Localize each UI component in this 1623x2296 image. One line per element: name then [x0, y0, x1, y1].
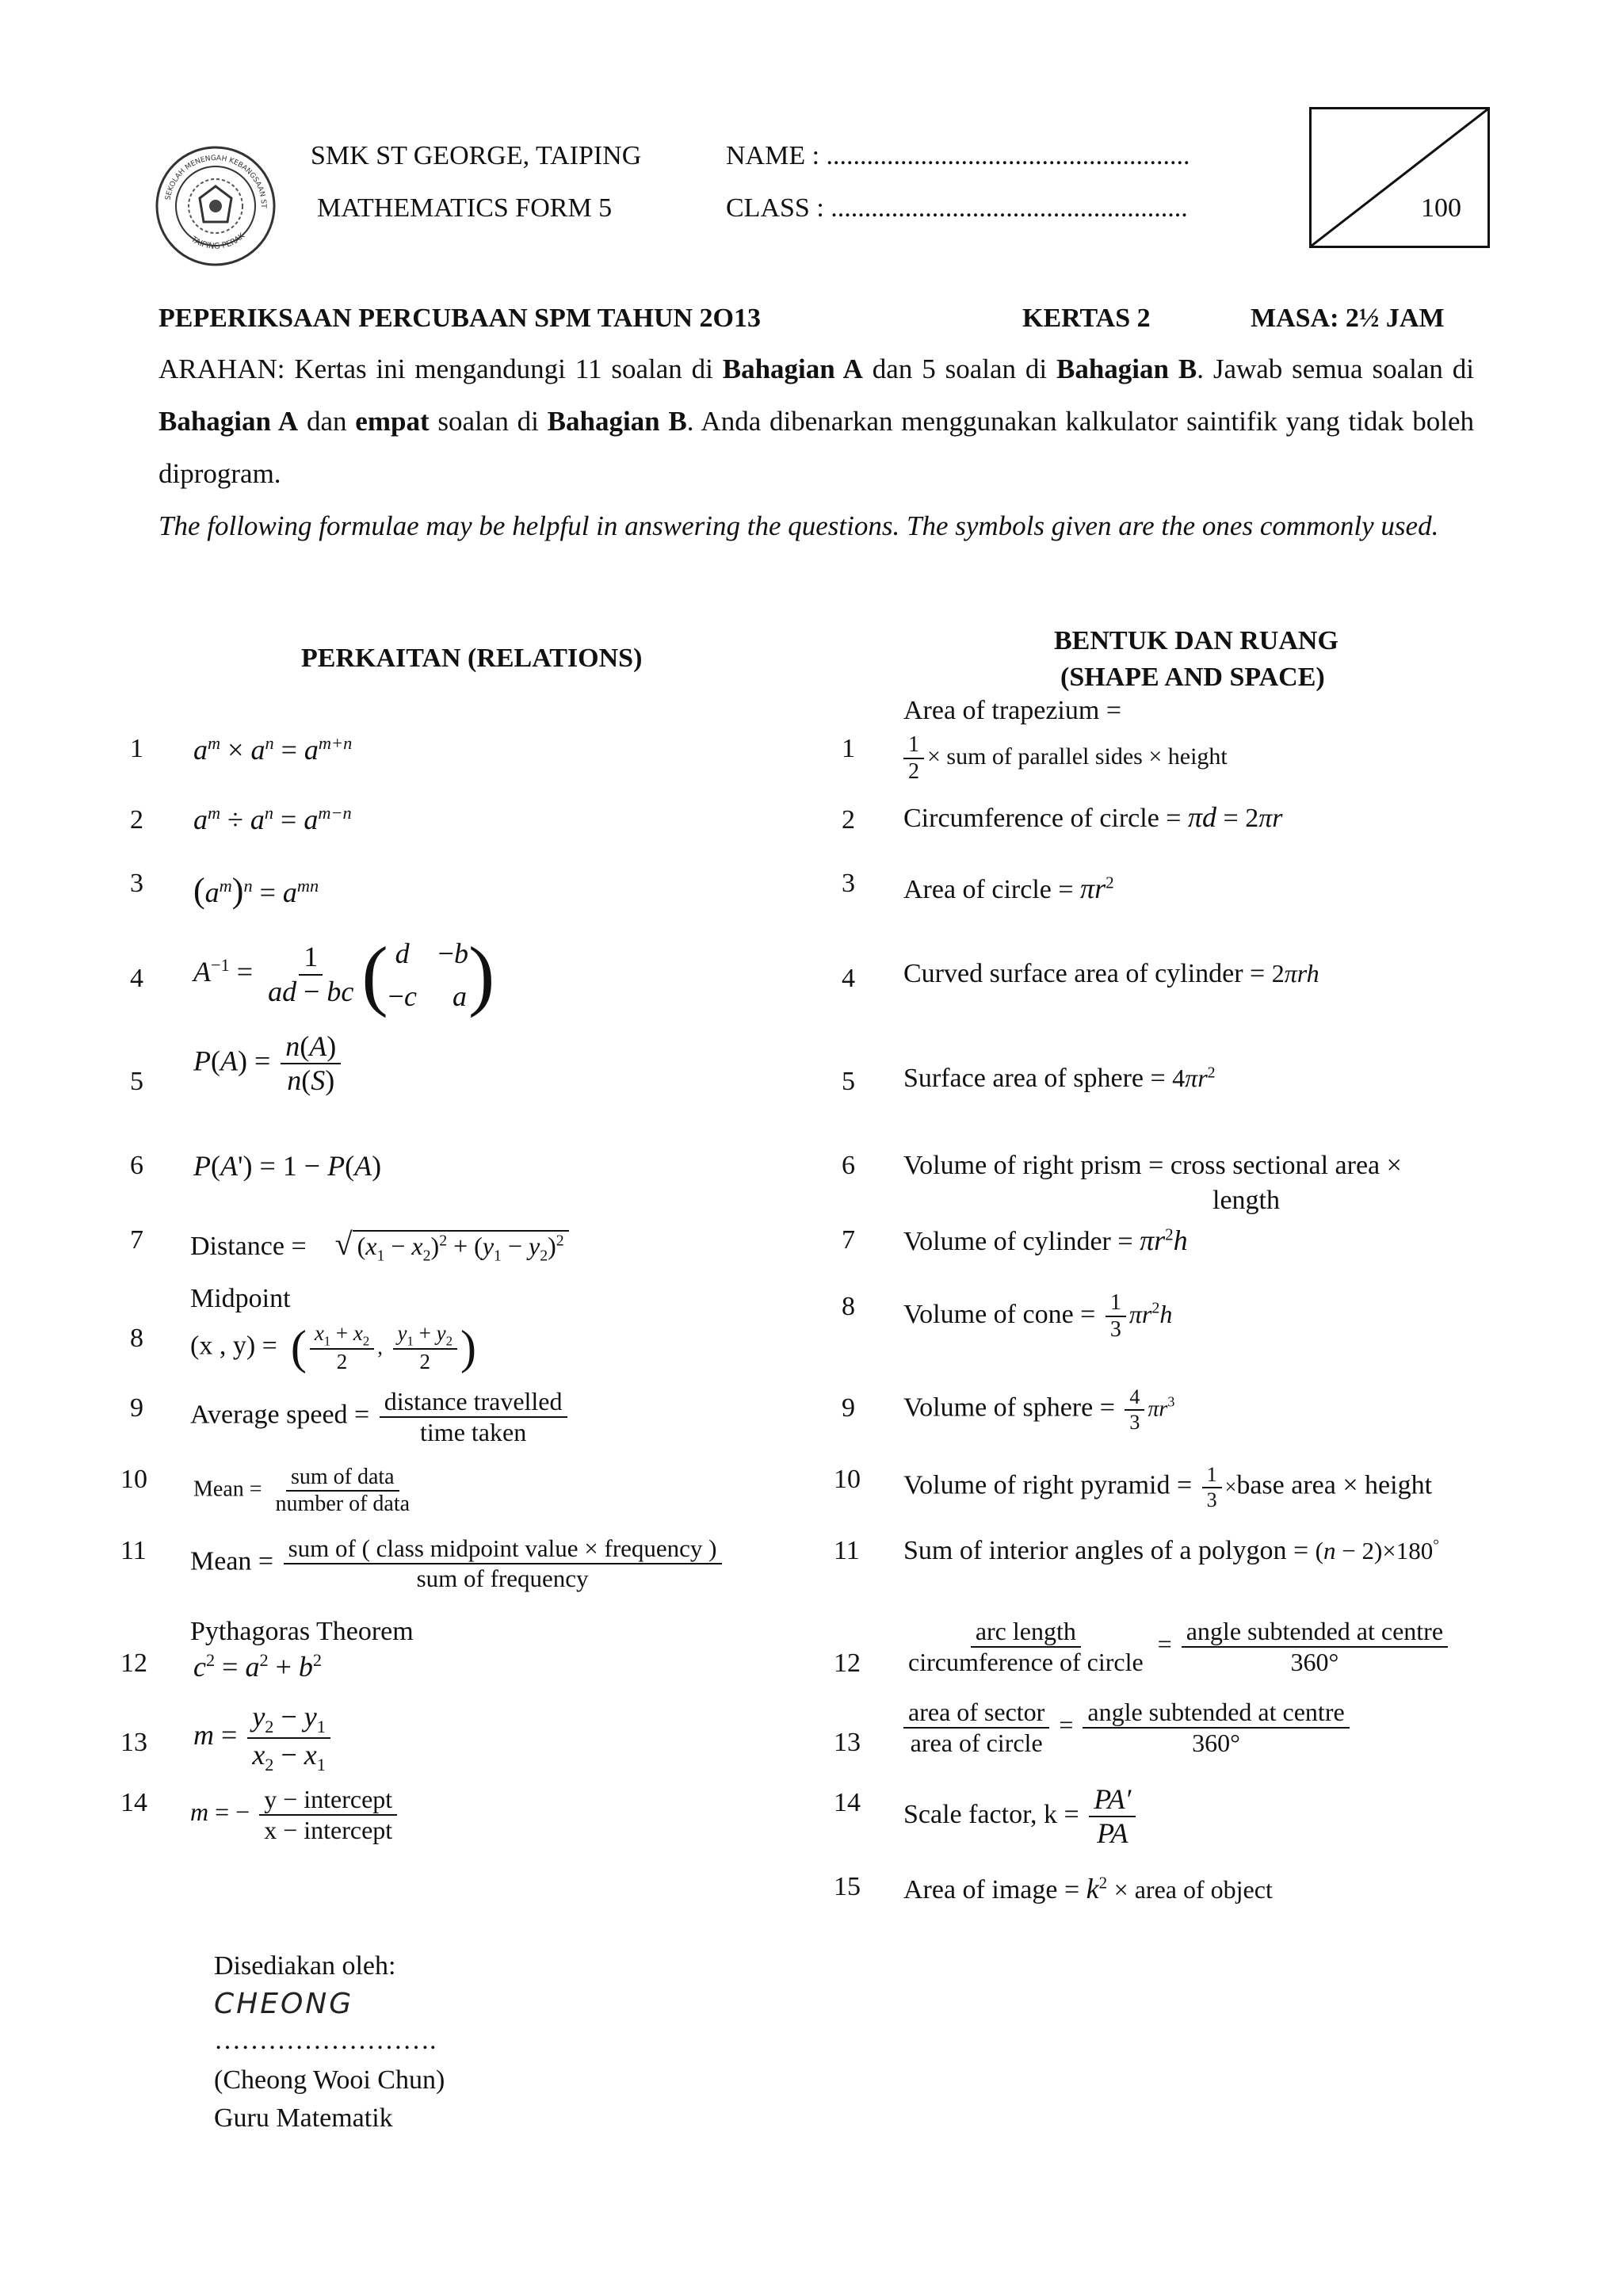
shape-number: 4 — [842, 964, 855, 993]
formula-gradient-intercept: m = − $\frac{\text{y − intercept}}{\text{x − intercept}}$ — [190, 1785, 400, 1845]
relation-number: 1 — [130, 734, 143, 763]
teacher-role: Guru Matematik — [214, 2103, 393, 2133]
formula-polygon-angles: Sum of interior angles of a polygon = (n − 2)×180° — [903, 1536, 1439, 1565]
shape-number: 3 — [842, 869, 855, 898]
shape-number: 2 — [842, 805, 855, 835]
shape-heading-line2: (SHAPE AND SPACE) — [1060, 663, 1325, 692]
formula-cylinder-surface: Curved surface area of cylinder = 2πrh — [903, 959, 1319, 988]
shape-number: 12 — [834, 1648, 861, 1678]
formula-complement-probability: P(A') = 1 − P(A) — [193, 1150, 382, 1182]
formula-average-speed: Average speed = $\frac{\text{distance travelled}}{\text{time taken}}$ — [190, 1387, 571, 1447]
trapezium-label: Area of trapezium = — [903, 696, 1121, 725]
name-field[interactable]: NAME : ...................................................... — [726, 141, 1190, 170]
prepared-by-label: Disediakan oleh: — [214, 1951, 396, 1981]
subject-name: MATHEMATICS FORM 5 — [317, 193, 613, 223]
instructions-malay: ARAHAN: Kertas ini mengandungi 11 soalan di Bahagian A dan 5 soalan di Bahagian B. Jawab semua soalan di Bahagian A dan empat soalan di Bahagian B. Anda dibenarkan menggunakan kalkulator saintifik yang tidak boleh diprogram. — [158, 353, 1474, 489]
formula-index-divide: $a^m \div a^n = a^{m-n}$ — [193, 803, 352, 835]
shape-heading-line1: BENTUK DAN RUANG — [1054, 626, 1338, 655]
formula-midpoint: (x , y) = ( $\frac{x_1 + x_2}{2}$ , $\frac{y_1 + y_2}{2}$ ) — [190, 1320, 476, 1374]
relation-number: 11 — [120, 1536, 147, 1565]
relation-number: 5 — [130, 1067, 143, 1096]
shape-number: 13 — [834, 1728, 861, 1757]
formula-mean: Mean = $\frac{\text{sum of data}}{\text{number of data}}$ — [193, 1465, 411, 1517]
handwritten-signature: CHEONG — [214, 1988, 354, 2020]
formula-sphere-surface: Surface area of sphere = $4\pi r^2$ — [903, 1064, 1216, 1093]
midpoint-label: Midpoint — [190, 1284, 291, 1313]
formula-sector-area: $\frac{\text{area of sector}}{\text{area of circle}}$ = $\frac{\text{angle subtended at centre}}{360^\circ}$ — [903, 1698, 1353, 1758]
relation-number: 9 — [130, 1393, 143, 1423]
exam-title: PEPERIKSAAN PERCUBAAN SPM TAHUN 2O13 — [158, 304, 762, 333]
shape-number: 8 — [842, 1292, 855, 1321]
shape-number: 1 — [842, 734, 855, 763]
relation-number: 14 — [120, 1788, 147, 1817]
pythagoras-label: Pythagoras Theorem — [190, 1617, 414, 1646]
formula-index-power: $(a^m)^n = a^{mn}$ — [193, 871, 319, 910]
formula-gradient: m = $\frac{y_2 - y_1}{x_2 - x_1}$ — [193, 1701, 334, 1775]
relation-number: 12 — [120, 1648, 147, 1678]
formula-cone-volume: Volume of cone = $\frac{1}{3}$ $\pi r^2h$ — [903, 1290, 1173, 1343]
shape-number: 7 — [842, 1225, 855, 1255]
score-total: 100 — [1421, 193, 1461, 223]
formula-index-multiply: $a^m \times a^n = a^{m+n}$ — [193, 733, 353, 766]
relation-number: 6 — [130, 1151, 143, 1180]
relation-number: 13 — [120, 1728, 147, 1757]
relation-number: 8 — [130, 1324, 143, 1353]
score-box — [1309, 107, 1490, 248]
shape-number: 5 — [842, 1067, 855, 1096]
relation-number: 2 — [130, 805, 143, 835]
formula-circumference: Circumference of circle = πd = 2πr — [903, 801, 1283, 833]
formula-arc-length: $\frac{\text{arc length}}{\text{circumference of circle}}$ = $\frac{\text{angle subtended at centre}}{360^\circ}$ — [903, 1617, 1451, 1677]
formula-prism-volume: Volume of right prism = cross sectional area × — [903, 1151, 1402, 1180]
shape-number: 11 — [834, 1536, 860, 1565]
svg-text:TAIPING PERAK — [189, 231, 246, 251]
school-crest-logo — [152, 143, 279, 273]
shape-number: 14 — [834, 1788, 861, 1817]
formula-circle-area: Area of circle = $\pi r^2$ — [903, 873, 1114, 904]
relation-number: 7 — [130, 1225, 143, 1255]
formula-scale-factor: Scale factor, k = $\frac{PA'}{PA}$ — [903, 1783, 1139, 1851]
teacher-name: (Cheong Wooi Chun) — [214, 2065, 445, 2095]
formula-pythagoras: $c^2 = a^2 + b^2$ — [193, 1650, 323, 1683]
formula-image-area: Area of image = $k^2$ × area of object — [903, 1873, 1273, 1904]
svg-text:SEKOLAH MENENGAH KEBANGSAAN ST — [152, 143, 267, 208]
exam-duration: MASA: 2½ JAM — [1251, 304, 1445, 333]
formula-probability: P(A) = $\frac{n(A)}{n(S)}$ — [193, 1030, 344, 1098]
class-field[interactable]: CLASS : ..................................................... — [726, 193, 1188, 223]
formula-inverse-matrix: $A^{-1}$ = $\frac{1}{ad - bc}$ ( d −b −c a ) — [193, 930, 495, 1018]
paper-number: KERTAS 2 — [1022, 304, 1151, 333]
shape-number: 6 — [842, 1151, 855, 1180]
relations-heading: PERKAITAN (RELATIONS) — [301, 644, 643, 673]
formula-cylinder-volume: Volume of cylinder = $\pi r^2h$ — [903, 1224, 1188, 1256]
formula-trapezium: $\frac{1}{2}$ × sum of parallel sides × height — [903, 732, 1228, 785]
formula-distance: Distance = √ $(x_1 - x_2)^2 + (y_1 - y_2)^2$ — [190, 1225, 569, 1265]
shape-number: 9 — [842, 1393, 855, 1423]
signature-dots: ……………………. — [214, 2026, 437, 2055]
formula-sphere-volume: Volume of sphere = $\frac{4}{3}$ $\pi r^3$ — [903, 1385, 1175, 1434]
logo-top-text: SEKOLAH MENENGAH KEBANGSAAN ST — [164, 154, 268, 208]
formula-mean-grouped: Mean = $\frac{\text{sum of ( class midpoint value × frequency )}}{\text{sum of frequency}}$ — [190, 1534, 725, 1592]
logo-bottom-text: TAIPING PERAK — [189, 231, 247, 251]
relation-number: 3 — [130, 869, 143, 898]
relation-number: 10 — [120, 1465, 147, 1494]
instructions-english: The following formulae may be helpful in answering the questions. The symbols given are the ones commonly used. — [158, 510, 1439, 541]
relation-number: 4 — [130, 964, 143, 993]
prism-volume-continued: length — [1212, 1186, 1280, 1215]
shape-number: 15 — [834, 1872, 861, 1901]
formula-pyramid-volume: Volume of right pyramid = $\frac{1}{3}$ ×base area × height — [903, 1463, 1433, 1511]
shape-number: 10 — [834, 1465, 861, 1494]
school-name: SMK ST GEORGE, TAIPING — [311, 141, 642, 170]
